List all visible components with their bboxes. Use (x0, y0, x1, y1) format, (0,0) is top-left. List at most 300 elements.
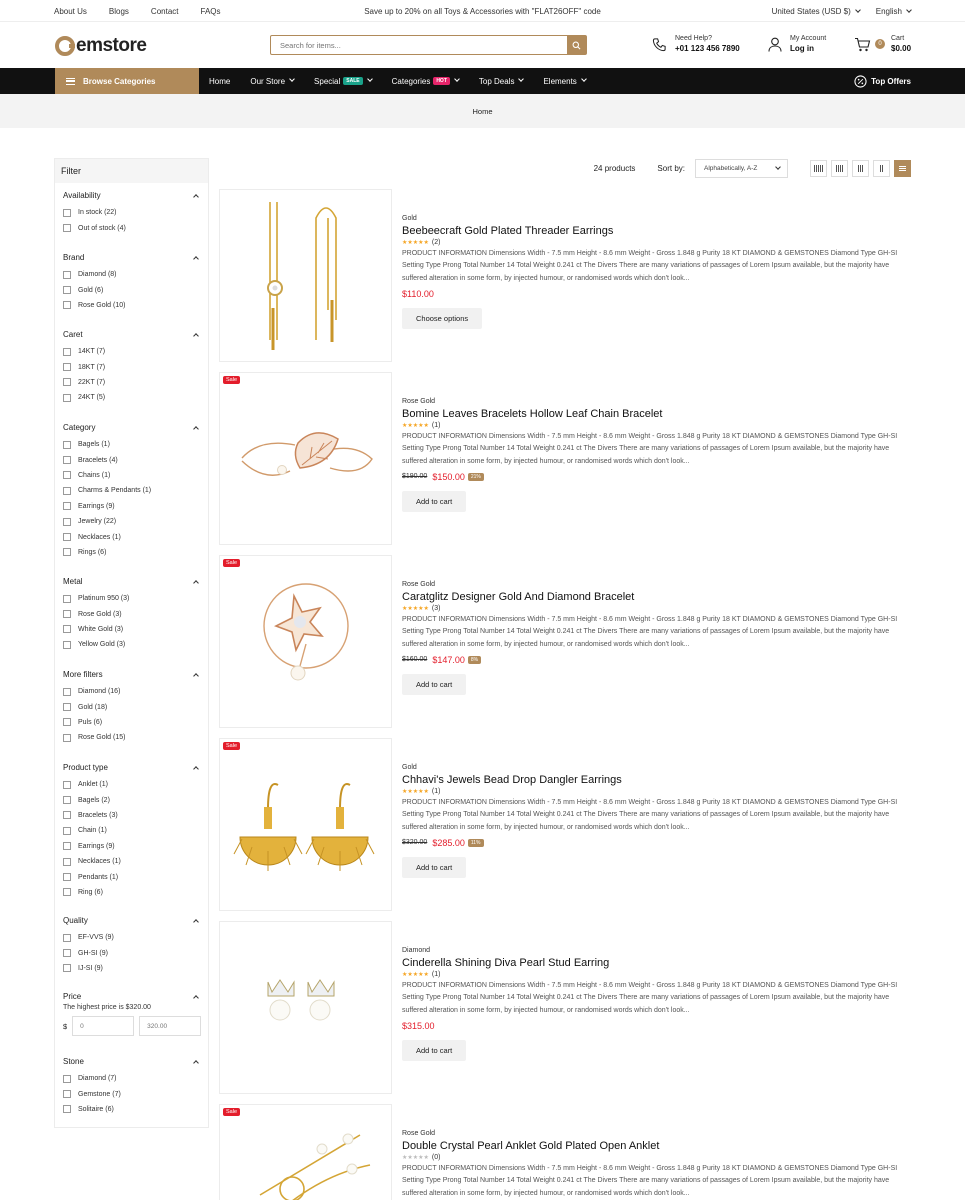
product-info (402, 215, 902, 329)
filter-option[interactable] (63, 437, 201, 452)
chevron-down-icon (367, 76, 373, 82)
search-bar (270, 35, 587, 55)
nav-home[interactable] (209, 77, 230, 86)
nav-elements[interactable] (543, 77, 585, 86)
nav-label: Categories (391, 76, 431, 86)
top-bar (0, 0, 965, 22)
compare-price: $190.00 (402, 473, 428, 481)
review-count: (1) (431, 788, 441, 795)
product-vendor: Gold (402, 215, 417, 222)
chevron-up-icon (193, 1060, 199, 1066)
help-phone: +01 123 456 7890 (675, 44, 740, 53)
product-description: PRODUCT INFORMATION Dimensions Width - 7.5 mm Height - 8.6 mm Weight - Gross 1.848 g Purity 18 KT DIAMOND & GEMSTONES Diamond Type GH-SI Setting Type Prong Total Number 14 Total Weight 0.241 ct The Divers There are many variations of passages of Lorem Ipsum available, but the majority have suffered alteration in some form, by injected humour, or randomised words which don't look... (402, 250, 898, 282)
filter-option-label: Out of stock (4) (78, 224, 126, 232)
product-info (402, 398, 902, 512)
product-rating (402, 971, 902, 978)
product-rating (402, 1154, 902, 1161)
filter-option[interactable] (63, 390, 201, 405)
price-max-input[interactable] (139, 1016, 201, 1036)
user-icon (768, 37, 782, 52)
nav-label: Special (314, 76, 341, 86)
product-prices (402, 838, 902, 848)
discount-badge: 8% (468, 656, 481, 664)
product-description: PRODUCT INFORMATION Dimensions Width - 7.5 mm Height - 8.6 mm Weight - Gross 1.848 g Purity 18 KT DIAMOND & GEMSTONES Diamond Type GH-SI Setting Type Prong Total Number 14 Total Weight 0.241 ct The Divers There are many variations of passages of Lorem Ipsum available, but the majority have suffered alteration in some form, by injected humour, or randomised words which don't look... (402, 616, 898, 648)
filter-group-toggle[interactable] (63, 575, 201, 587)
nav-our-store[interactable] (250, 77, 294, 86)
filter-option[interactable] (63, 606, 201, 621)
product-card (219, 372, 910, 545)
star-bracelet-image (220, 556, 392, 728)
cart-total: $0.00 (891, 44, 912, 53)
sale-badge: Sale (223, 1108, 240, 1116)
filter-option-label: Necklaces (1) (78, 533, 121, 541)
checkbox[interactable] (63, 224, 71, 232)
cart-icon (854, 37, 871, 52)
filter-option-label: GH-SI (9) (78, 949, 108, 957)
filter-option-label: Bracelets (3) (78, 811, 118, 819)
top-link-faqs[interactable]: FAQs (200, 7, 221, 16)
price-min-input[interactable] (72, 1016, 134, 1036)
top-link-about[interactable]: About Us (54, 7, 87, 16)
filter-option[interactable] (63, 483, 201, 498)
top-offers-link[interactable] (854, 68, 911, 94)
star-rating-icon: ★★★★★ (402, 240, 429, 246)
nav-special[interactable] (314, 77, 372, 86)
breadcrumb (0, 94, 965, 128)
percent-badge-icon (854, 75, 867, 88)
filter-option-label: Diamond (7) (78, 1075, 117, 1083)
product-image[interactable] (219, 189, 392, 362)
checkbox[interactable] (63, 858, 71, 866)
product-title[interactable]: Double Crystal Pearl Anklet Gold Plated Open Anklet (402, 1140, 660, 1152)
logo-ring-icon (55, 36, 75, 56)
filter-option-label: Diamond (8) (78, 271, 117, 279)
filter-option[interactable] (63, 823, 201, 838)
pearl-stud-image (220, 922, 392, 1094)
filter-option[interactable] (63, 839, 201, 854)
add-to-cart-button[interactable]: Add to cart (402, 857, 466, 878)
filter-option-label: Puls (6) (78, 718, 103, 726)
help-block[interactable] (652, 35, 740, 53)
discount-badge: 21% (468, 473, 484, 481)
filter-group-title: More filters (63, 669, 103, 679)
filter-title: Filter (55, 159, 208, 183)
filter-option-label: 18KT (7) (78, 363, 106, 371)
checkbox[interactable] (63, 209, 71, 217)
account-label: My Account (790, 35, 827, 42)
filter-option[interactable] (63, 1102, 201, 1117)
checkbox[interactable] (63, 781, 71, 789)
product-image[interactable] (219, 921, 392, 1094)
top-link-blogs[interactable]: Blogs (108, 7, 129, 16)
filter-group-brand (63, 251, 201, 313)
product-card (219, 1104, 910, 1200)
filter-option[interactable] (63, 1086, 201, 1101)
product-vendor: Gold (402, 764, 417, 771)
filter-option[interactable] (63, 545, 201, 560)
product-rating (402, 239, 902, 246)
sort-label: Sort by: (657, 163, 685, 173)
filter-option-label: 24KT (5) (78, 394, 106, 402)
filter-option[interactable] (63, 452, 201, 467)
checkbox[interactable] (63, 688, 71, 696)
checkbox[interactable] (63, 734, 71, 742)
star-rating-icon: ★★★★★ (402, 972, 429, 978)
checkbox[interactable] (63, 548, 71, 556)
filter-option-label: Ring (6) (78, 888, 103, 896)
filter-group-toggle[interactable] (63, 251, 201, 263)
top-link-contact[interactable]: Contact (150, 7, 179, 16)
threader-earrings-image (220, 190, 392, 362)
nav-categories[interactable] (392, 77, 459, 86)
checkbox[interactable] (63, 286, 71, 294)
review-count: (1) (431, 971, 441, 978)
currency-selector[interactable] (772, 7, 860, 16)
filter-group-title: Product type (63, 762, 108, 772)
add-to-cart-button[interactable]: Add to cart (402, 1040, 466, 1061)
filter-option-label: Solitaire (6) (78, 1105, 114, 1113)
product-price: $315.00 (402, 1020, 435, 1031)
nav-label: Home (209, 76, 231, 86)
product-card (219, 921, 910, 1094)
product-vendor: Diamond (402, 947, 431, 954)
filter-group-more-filters (63, 668, 201, 746)
filter-option[interactable] (63, 637, 201, 652)
filter-group-availability (63, 189, 201, 236)
product-title[interactable]: Caratglitz Designer Gold And Diamond Bracelet (402, 591, 635, 603)
filter-group-price (63, 990, 201, 1036)
pearl-anklet-image (220, 1105, 392, 1200)
sort-select[interactable] (695, 159, 788, 178)
star-rating-icon: ★★★★★ (402, 606, 429, 612)
logo[interactable] (55, 35, 146, 57)
filter-option[interactable] (63, 699, 201, 714)
filter-group-toggle[interactable] (63, 421, 201, 433)
product-card (219, 738, 910, 911)
filter-group-title: Stone (63, 1056, 84, 1066)
filter-option-label: Rings (6) (78, 548, 107, 556)
filter-option-label: IJ-SI (9) (78, 964, 103, 972)
product-count: 24 products (593, 163, 636, 173)
product-image[interactable] (219, 738, 392, 911)
chevron-up-icon (193, 766, 199, 772)
filter-option[interactable] (63, 282, 201, 297)
filter-group-toggle[interactable] (63, 761, 201, 773)
filter-group-toggle[interactable] (63, 1055, 201, 1067)
chevron-up-icon (193, 995, 199, 1001)
product-info (402, 947, 902, 1061)
nav-label: Elements (543, 76, 577, 86)
filter-group-stone (63, 1055, 201, 1117)
product-price: $110.00 (402, 288, 434, 299)
filter-option[interactable] (63, 298, 201, 313)
sale-badge: Sale (223, 742, 240, 750)
filter-option-label: Chains (1) (78, 471, 111, 479)
filter-option[interactable] (63, 514, 201, 529)
add-to-cart-button[interactable]: Add to cart (402, 674, 466, 695)
filter-option[interactable] (63, 359, 201, 374)
review-count: (3) (431, 605, 441, 612)
filter-group-title: Brand (63, 252, 85, 262)
filter-option-label: Earrings (9) (78, 842, 115, 850)
choose-options-button[interactable]: Choose options (402, 308, 482, 329)
search-input[interactable] (271, 36, 567, 54)
filter-option-label: Charms & Pendants (1) (78, 487, 152, 495)
chevron-down-icon (519, 76, 525, 82)
review-count: (0) (431, 1154, 441, 1161)
product-price: $150.00 (432, 471, 465, 482)
filter-option-label: Platinum 950 (3) (78, 595, 130, 603)
filter-group-title: Category (63, 422, 96, 432)
breadcrumb-home[interactable]: Home (472, 107, 493, 116)
filter-group-title: Metal (63, 576, 83, 586)
star-rating-icon: ★★★★★ (402, 423, 429, 429)
product-price: $285.00 (432, 837, 465, 848)
product-rating (402, 605, 902, 612)
filter-option[interactable] (63, 499, 201, 514)
hot-tag: HOT (433, 77, 450, 85)
filter-option[interactable] (63, 529, 201, 544)
checkbox[interactable] (63, 394, 71, 402)
chevron-up-icon (193, 426, 199, 432)
logo-text: emstore (76, 35, 147, 56)
filter-group-toggle[interactable] (63, 914, 201, 926)
checkbox[interactable] (63, 1075, 71, 1083)
price-note: The highest price is $320.00 (63, 1004, 151, 1011)
filter-group-title: Price (63, 991, 82, 1001)
filter-option[interactable] (63, 622, 201, 637)
checkbox[interactable] (63, 625, 71, 633)
compare-price: $160.00 (402, 656, 428, 664)
sale-badge: Sale (223, 376, 240, 384)
product-vendor: Rose Gold (402, 1130, 436, 1137)
phone-icon (652, 37, 667, 52)
filter-option-label: White Gold (3) (78, 625, 124, 633)
search-button[interactable] (567, 36, 586, 54)
product-prices (402, 655, 902, 665)
list-view-button[interactable] (894, 160, 911, 177)
language-selector[interactable] (876, 7, 911, 16)
sale-tag: SALE (343, 77, 362, 85)
filter-option-label: Rose Gold (15) (78, 734, 126, 742)
filter-group-title: Availability (63, 190, 101, 200)
promo-text: Save up to 20% on all Toys & Accessories with "FLAT26OFF" code (364, 7, 601, 16)
filter-option[interactable] (63, 1071, 201, 1086)
checkbox[interactable] (63, 301, 71, 309)
checkbox[interactable] (63, 1105, 71, 1113)
checkbox[interactable] (63, 363, 71, 371)
filter-option[interactable] (63, 344, 201, 359)
filter-option-label: Bracelets (4) (78, 456, 118, 464)
product-image[interactable] (219, 1104, 392, 1200)
product-vendor: Rose Gold (402, 398, 436, 405)
product-title[interactable]: Bomine Leaves Bracelets Hollow Leaf Chain Bracelet (402, 408, 663, 420)
filter-group-title: Quality (63, 915, 88, 925)
filter-option-label: Anklet (1) (78, 781, 108, 789)
checkbox[interactable] (63, 456, 71, 464)
checkbox[interactable] (63, 796, 71, 804)
filter-option[interactable] (63, 468, 201, 483)
product-prices (402, 472, 902, 482)
checkbox[interactable] (63, 934, 71, 942)
sale-badge: Sale (223, 559, 240, 567)
star-rating-icon: ★★★★★ (402, 1155, 429, 1161)
grid-5-view-button[interactable] (810, 160, 827, 177)
filter-option[interactable] (63, 220, 201, 235)
cart-label: Cart (891, 35, 905, 42)
filter-option-label: EF-VVS (9) (78, 934, 114, 942)
checkbox[interactable] (63, 842, 71, 850)
nav-top-deals[interactable] (479, 77, 524, 86)
checkbox[interactable] (63, 378, 71, 386)
filter-group-category (63, 421, 201, 560)
checkbox[interactable] (63, 441, 71, 449)
chevron-down-icon (906, 7, 912, 13)
filter-group-caret (63, 328, 201, 406)
filter-option-label: Gold (6) (78, 286, 104, 294)
filter-option[interactable] (63, 885, 201, 900)
product-info (402, 1130, 902, 1200)
dangler-earrings-image (220, 739, 392, 911)
hamburger-icon (66, 78, 75, 85)
filter-option[interactable] (63, 930, 201, 945)
filter-option[interactable] (63, 869, 201, 884)
star-rating-icon: ★★★★★ (402, 789, 429, 795)
checkbox[interactable] (63, 271, 71, 279)
filter-option-label: Jewelry (22) (78, 518, 117, 526)
filter-option-label: 14KT (7) (78, 348, 106, 356)
filter-option[interactable] (63, 715, 201, 730)
language-label: English (875, 7, 902, 16)
filter-option-label: Rose Gold (10) (78, 301, 126, 309)
filter-option-label: Chain (1) (78, 827, 107, 835)
cart-block[interactable] (854, 35, 911, 53)
filter-group-title: Caret (63, 329, 83, 339)
checkbox[interactable] (63, 610, 71, 618)
product-rating (402, 788, 902, 795)
cart-count-badge: 0 (875, 39, 885, 49)
currency-label: United States (USD $) (771, 7, 851, 16)
checkbox[interactable] (63, 1090, 71, 1098)
product-prices (402, 289, 902, 299)
filter-group-toggle[interactable] (63, 189, 201, 201)
chevron-up-icon (193, 580, 199, 586)
filter-option-label: Necklaces (1) (78, 858, 121, 866)
main-nav (0, 68, 965, 94)
filter-option-label: Bagels (2) (78, 796, 110, 804)
header (0, 22, 965, 68)
checkbox[interactable] (63, 718, 71, 726)
filter-option[interactable] (63, 945, 201, 960)
product-prices (402, 1021, 902, 1031)
grid-4-view-button[interactable] (831, 160, 848, 177)
product-title[interactable]: Chhavi's Jewels Bead Drop Dangler Earrings (402, 774, 622, 786)
chevron-down-icon (855, 7, 861, 13)
filter-group-quality (63, 914, 201, 976)
filter-option-label: 22KT (7) (78, 378, 106, 386)
product-description: PRODUCT INFORMATION Dimensions Width - 7.5 mm Height - 8.6 mm Weight - Gross 1.848 g Purity 18 KT DIAMOND & GEMSTONES Diamond Type GH-SI Setting Type Prong Total Number 14 Total Weight 0.241 ct The Divers There are many variations of passages of Lorem Ipsum available, but the majority have suffered alteration in some form, by injected humour, or randomised words which don't look... (402, 799, 898, 831)
chevron-up-icon (193, 194, 199, 200)
filter-option[interactable] (63, 854, 201, 869)
compare-price: $320.00 (402, 839, 428, 847)
checkbox[interactable] (63, 518, 71, 526)
filter-option-label: Diamond (16) (78, 688, 121, 696)
checkbox[interactable] (63, 703, 71, 711)
review-count: (1) (431, 422, 441, 429)
account-block[interactable] (768, 35, 826, 53)
nav-label: Our Store (250, 76, 286, 86)
grid-3-view-button[interactable] (852, 160, 869, 177)
checkbox[interactable] (63, 811, 71, 819)
chevron-down-icon (775, 164, 781, 170)
filter-option[interactable] (63, 777, 201, 792)
filter-option[interactable] (63, 267, 201, 282)
product-card (219, 555, 910, 728)
checkbox[interactable] (63, 949, 71, 957)
product-card (219, 189, 910, 362)
checkbox[interactable] (63, 888, 71, 896)
filter-group-toggle[interactable] (63, 990, 201, 1002)
filter-option[interactable] (63, 205, 201, 220)
filter-option-label: In stock (22) (78, 209, 117, 217)
chevron-down-icon (581, 76, 587, 82)
browse-categories-button[interactable] (55, 68, 199, 94)
checkbox[interactable] (63, 348, 71, 356)
product-image[interactable] (219, 555, 392, 728)
top-offers-label: Top Offers (871, 76, 911, 86)
filter-option[interactable] (63, 375, 201, 390)
filter-sidebar (54, 158, 209, 1128)
checkbox[interactable] (63, 487, 71, 495)
search-icon (572, 41, 581, 50)
product-title[interactable]: Cinderella Shining Diva Pearl Stud Earring (402, 957, 610, 969)
checkbox[interactable] (63, 873, 71, 881)
checkbox[interactable] (63, 595, 71, 603)
chevron-up-icon (193, 919, 199, 925)
filter-option-label: Gemstone (7) (78, 1090, 121, 1098)
filter-group-toggle[interactable] (63, 668, 201, 680)
currency-symbol: $ (63, 1021, 68, 1031)
filter-option[interactable] (63, 792, 201, 807)
checkbox[interactable] (63, 471, 71, 479)
product-title[interactable]: Beebeecraft Gold Plated Threader Earrings (402, 225, 614, 237)
product-image[interactable] (219, 372, 392, 545)
checkbox[interactable] (63, 533, 71, 541)
filter-option[interactable] (63, 684, 201, 699)
filter-option-label: Yellow Gold (3) (78, 641, 126, 649)
checkbox[interactable] (63, 641, 71, 649)
filter-option-label: Pendants (1) (78, 873, 119, 881)
checkbox[interactable] (63, 827, 71, 835)
filter-option[interactable] (63, 961, 201, 976)
product-info (402, 764, 902, 878)
add-to-cart-button[interactable]: Add to cart (402, 491, 466, 512)
checkbox[interactable] (63, 502, 71, 510)
discount-badge: 11% (468, 839, 484, 847)
login-link[interactable]: Log in (790, 44, 814, 53)
checkbox[interactable] (63, 964, 71, 972)
filter-option[interactable] (63, 808, 201, 823)
chevron-down-icon (289, 76, 295, 82)
filter-group-toggle[interactable] (63, 328, 201, 340)
filter-option[interactable] (63, 730, 201, 745)
filter-option[interactable] (63, 591, 201, 606)
grid-2-view-button[interactable] (873, 160, 890, 177)
filter-option-label: Gold (18) (78, 703, 108, 711)
product-description: PRODUCT INFORMATION Dimensions Width - 7.5 mm Height - 8.6 mm Weight - Gross 1.848 g Purity 18 KT DIAMOND & GEMSTONES Diamond Type GH-SI Setting Type Prong Total Number 14 Total Weight 0.241 ct The Divers There are many variations of passages of Lorem Ipsum available, but the majority have suffered alteration in some form, by injected humour, or randomised words which don't look... (402, 1165, 898, 1197)
help-label: Need Help? (675, 35, 712, 42)
chevron-up-icon (193, 673, 199, 679)
